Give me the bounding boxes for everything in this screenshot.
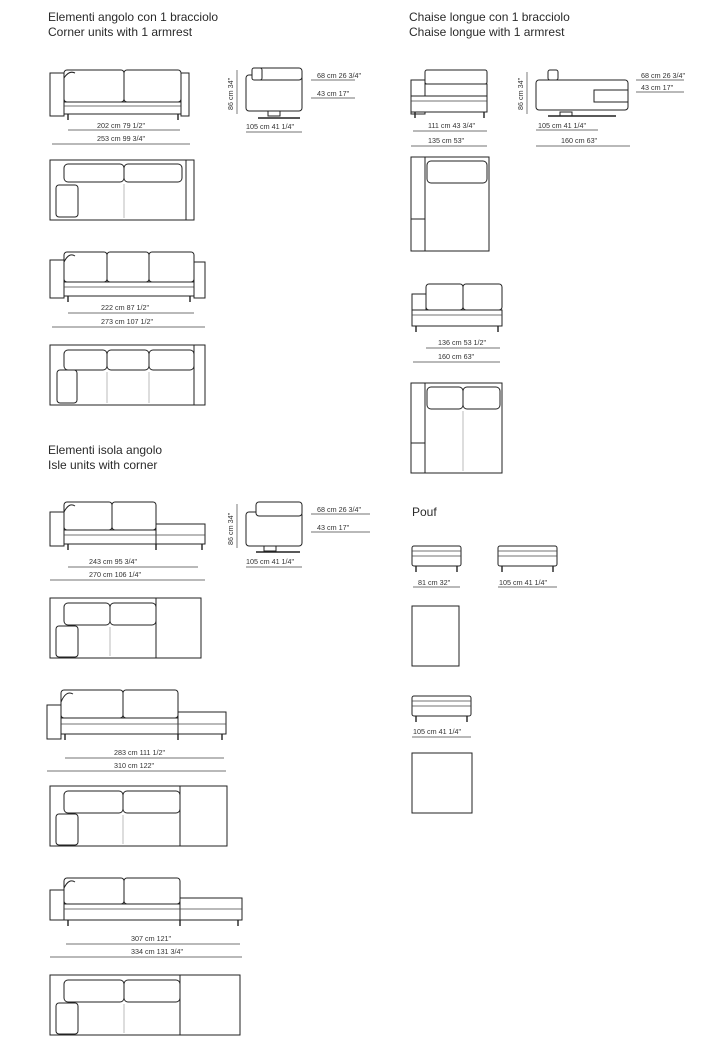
isle-unit-1-outer-width: 270 cm 106 1/4" — [89, 570, 142, 579]
corner-side-seat-height: 68 cm 26 3/4" — [317, 71, 362, 80]
pouf-title: Pouf — [412, 505, 437, 519]
isle-unit-3-front-view — [50, 878, 242, 926]
chaise-2-top-view — [411, 383, 502, 473]
chaise-longue-title-it: Chaise longue con 1 bracciolo — [409, 10, 570, 24]
chaise-side-depth: 105 cm 41 1/4" — [538, 121, 587, 130]
corner-unit-1-top-view — [50, 160, 194, 220]
pouf-2-width: 105 cm 41 1/4" — [499, 578, 548, 587]
pouf-1-width: 81 cm 32" — [418, 578, 451, 587]
chaise-1-inner-width: 111 cm 43 3/4" — [428, 121, 476, 130]
corner-unit-1-front-view — [50, 70, 189, 120]
isle-unit-2-front-view — [47, 690, 226, 740]
corner-side-depth: 105 cm 41 1/4" — [246, 122, 295, 131]
chaise-side-height: 86 cm 34" — [516, 77, 525, 110]
corner-unit-2-inner-width: 222 cm 87 1/2" — [101, 303, 150, 312]
isle-units-title-it: Elementi isola angolo — [48, 443, 163, 457]
isle-units-title-en: Isle units with corner — [48, 458, 158, 472]
corner-side-height: 86 cm 34" — [226, 77, 235, 110]
chaise-longue-title-en: Chaise longue with 1 armrest — [409, 25, 565, 39]
corner-units-title-en: Corner units with 1 armrest — [48, 25, 193, 39]
isle-side-height: 86 cm 34" — [226, 512, 235, 545]
isle-unit-2-outer-width: 310 cm 122" — [114, 761, 155, 770]
pouf-2-front-view — [498, 546, 557, 572]
isle-unit-3-inner-width: 307 cm 121" — [131, 934, 172, 943]
corner-unit-1-inner-width: 202 cm 79 1/2" — [97, 121, 146, 130]
chaise-1-outer-width: 135 cm 53" — [428, 136, 465, 145]
chaise-1-top-view — [411, 157, 489, 251]
chaise-1-front-view — [411, 70, 487, 118]
corner-unit-2-top-view — [50, 345, 205, 405]
pouf-3-width: 105 cm 41 1/4" — [413, 727, 462, 736]
pouf-1-front-view — [412, 546, 461, 572]
pouf-3-front-view — [412, 696, 471, 722]
chaise-side-view — [527, 70, 684, 146]
isle-side-seat-height: 68 cm 26 3/4" — [317, 505, 362, 514]
chaise-2-inner-width: 136 cm 53 1/2" — [438, 338, 487, 347]
isle-unit-1-top-view — [50, 598, 201, 658]
isle-unit-1-inner-width: 243 cm 95 3/4" — [89, 557, 138, 566]
isle-unit-2-inner-width: 283 cm 111 1/2" — [114, 748, 166, 757]
pouf-1-top-view — [412, 606, 459, 666]
isle-unit-2-top-view — [50, 786, 227, 846]
chaise-2-front-view — [412, 284, 502, 332]
isle-unit-3-outer-width: 334 cm 131 3/4" — [131, 947, 184, 956]
corner-unit-1-outer-width: 253 cm 99 3/4" — [97, 134, 146, 143]
corner-unit-2-outer-width: 273 cm 107 1/2" — [101, 317, 154, 326]
chaise-side-seat: 43 cm 17" — [641, 83, 674, 92]
chaise-2-outer-width: 160 cm 63" — [438, 352, 475, 361]
corner-units-title-it: Elementi angolo con 1 bracciolo — [48, 10, 219, 24]
isle-unit-1-front-view — [50, 502, 205, 550]
isle-unit-3-top-view — [50, 975, 240, 1035]
corner-side-seat: 43 cm 17" — [317, 89, 350, 98]
isle-side-depth: 105 cm 41 1/4" — [246, 557, 295, 566]
corner-unit-2-front-view — [50, 252, 205, 302]
chaise-side-seat-height: 68 cm 26 3/4" — [641, 71, 686, 80]
chaise-side-length: 160 cm 63" — [561, 136, 598, 145]
isle-side-seat: 43 cm 17" — [317, 523, 350, 532]
pouf-3-top-view — [412, 753, 472, 813]
